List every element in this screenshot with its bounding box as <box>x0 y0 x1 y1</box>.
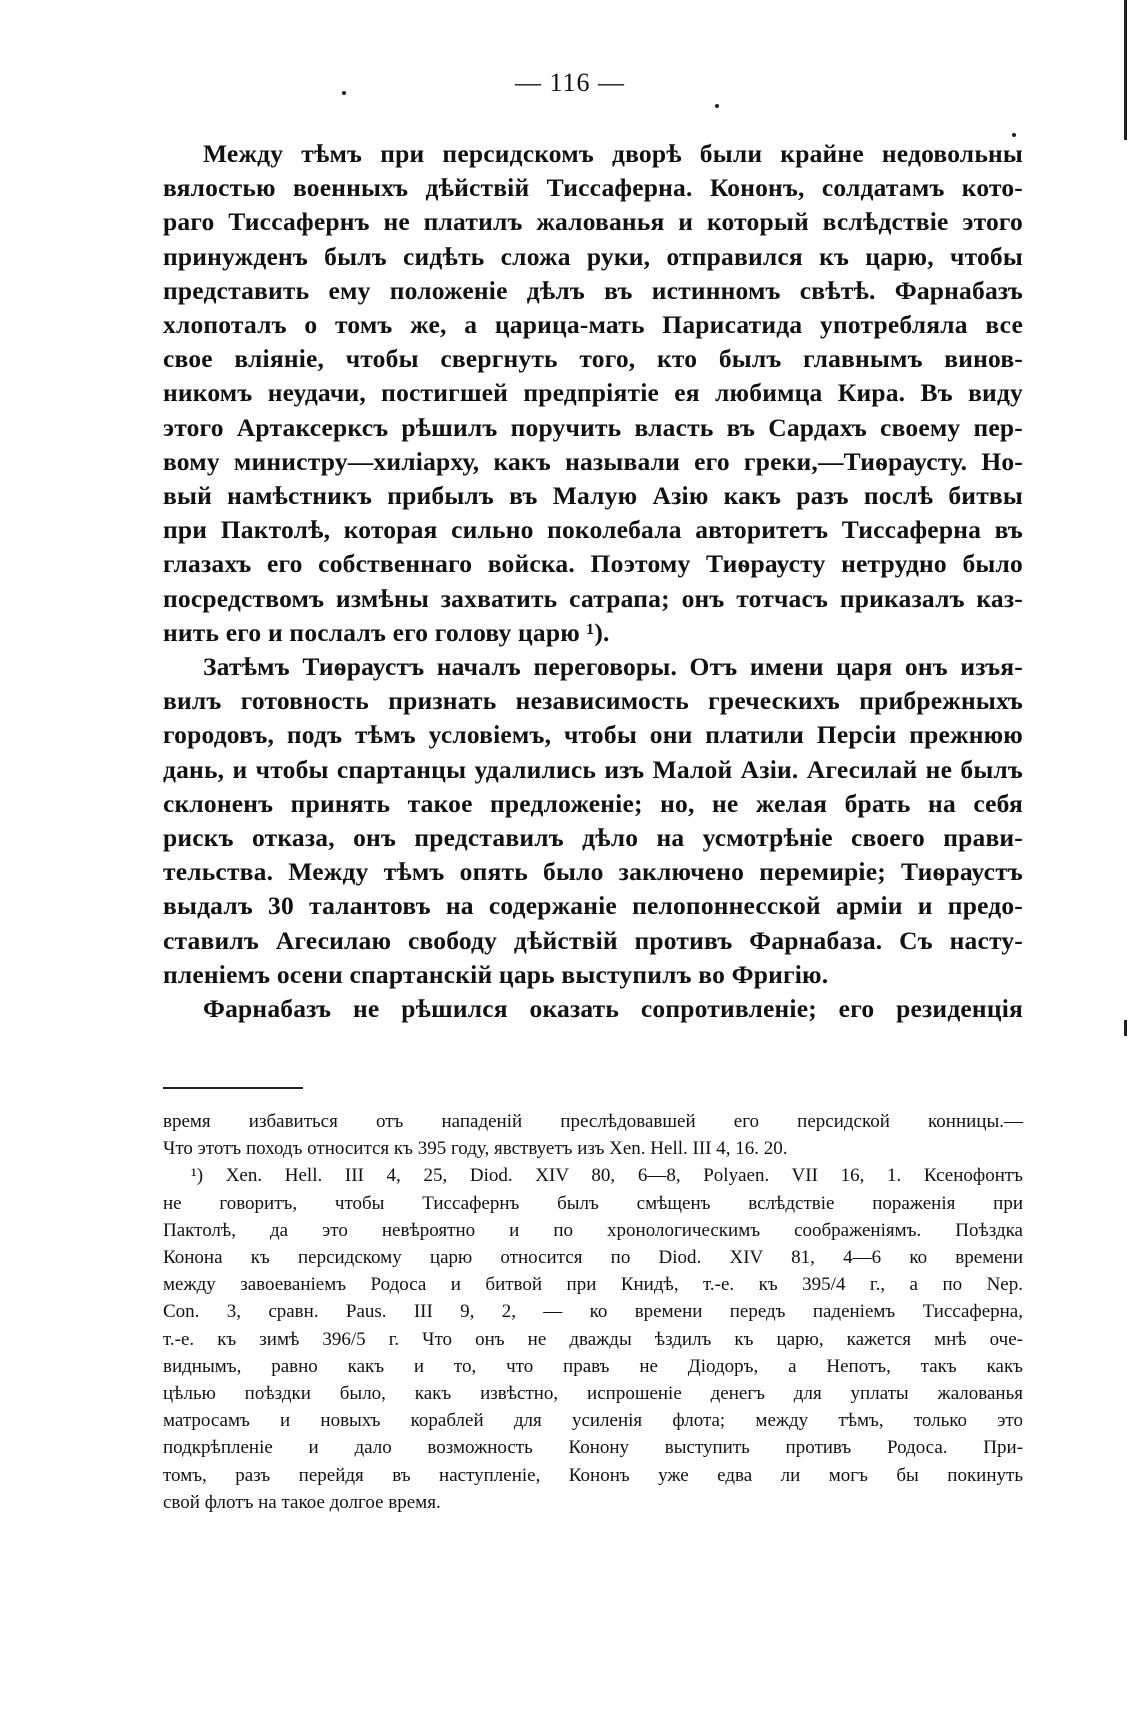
text-line: Затѣмъ Тиѳраустъ началъ переговоры. Отъ имени царя онъ изъя- <box>203 652 1023 681</box>
text-line: никомъ неудачи, постигшей предпріятіе ея любимца Кира. Въ виду <box>163 378 1023 408</box>
text-line: тельства. Между тѣмъ опять было заключено перемиріе; Тиѳраустъ <box>163 857 1023 887</box>
text-line: рискъ отказа, онъ представилъ дѣло на усмотрѣніе своего прави- <box>163 823 1023 852</box>
text-line: ставилъ Агесилаю свободу дѣйствій противъ Фарнабаза. Съ насту- <box>163 925 1023 955</box>
text-line: при Пактолѣ, которая сильно поколебала авторитетъ Тиссаферна въ <box>163 515 1023 545</box>
text-line: пленіемъ осени спартанскій царь выступилъ во Фригію. <box>163 959 829 989</box>
text-line: склоненъ принять такое предложеніе; но, не желая брать на себя <box>163 788 1023 818</box>
text-line: нить его и послалъ его голову царю ¹). <box>163 617 610 647</box>
footnote-line: виднымъ, равно какъ и то, что правъ не Діодоръ, а Непотъ, такъ какъ <box>163 1355 1023 1377</box>
text-line: вый намѣстникъ прибылъ въ Малую Азію какъ разъ послѣ битвы <box>163 481 1023 510</box>
scan-speck <box>715 104 719 108</box>
footnote-line: Con. 3, сравн. Paus. III 9, 2, — ко времени передъ паденіемъ Тиссаферна, <box>163 1301 1023 1323</box>
text-line: вилъ готовность признать независимость греческихъ прибрежныхъ <box>163 686 1023 716</box>
scan-edge-tick <box>1124 1020 1127 1036</box>
text-line: глазахъ его собственнаго войска. Поэтому Тиѳраусту нетрудно было <box>163 549 1023 579</box>
text-line: принужденъ былъ сидѣть сложа руки, отправился къ царю, чтобы <box>163 241 1023 271</box>
footnote-line: Конона къ персидскому царю относится по Diod. XIV 81, 4—6 ко времени <box>163 1247 1023 1268</box>
footnote-line: подкрѣпленіе и дало возможность Конону выступить противъ Родоса. При- <box>163 1437 1023 1459</box>
text-line: этого Артаксерксъ рѣшилъ поручить власть въ Сардахъ своему пер- <box>163 412 1023 442</box>
text-line: свое вліяніе, чтобы свергнуть того, кто былъ главнымъ винов- <box>163 344 1023 374</box>
footnote-line: Пактолѣ, да это невѣроятно и по хронологическимъ соображеніямъ. Поѣздка <box>163 1219 1023 1241</box>
text-line: дань, и чтобы спартанцы удалились изъ Малой Азіи. Агесилай не былъ <box>163 754 1023 784</box>
footnote-line: матросамъ и новыхъ кораблей для усиленія флота; между тѣмъ, только это <box>163 1410 1023 1432</box>
footnote-line: между завоеваніемъ Родоса и битвой при Книдѣ, т.-е. къ 395/4 г., а по Nep. <box>163 1274 1023 1296</box>
footnote-line: время избавиться отъ нападеній преслѣдовавшей его персидской конницы.— <box>163 1111 1023 1132</box>
footnote-rule <box>163 1087 303 1089</box>
footnote-line: свой флотъ на такое долгое время. <box>163 1491 441 1513</box>
text-line: хлопоталъ о томъ же, а царица-мать Парисатида употребляла все <box>163 310 1023 339</box>
text-line: вялостью военныхъ дѣйствій Тиссаферна. Кононъ, солдатамъ кото- <box>163 173 1023 203</box>
footnote-line: цѣлью поѣздки было, какъ извѣстно, испрошеніе денегъ для уплаты жалованья <box>163 1383 1023 1404</box>
footnote-line: ¹) Xen. Hell. III 4, 25, Diod. XIV 80, 6—8, Polyaen. VII 16, 1. Ксенофонтъ <box>191 1165 1023 1187</box>
text-line: городовъ, подъ тѣмъ условіемъ, чтобы они платили Персіи прежнюю <box>163 720 1023 750</box>
text-line: выдалъ 30 талантовъ на содержаніе пелопоннесской арміи и предо- <box>163 891 1023 921</box>
text-line: Фарнабазъ не рѣшился оказать сопротивленіе; его резиденція <box>203 994 1023 1023</box>
text-line: посредствомъ измѣны захватить сатрапа; онъ тотчасъ приказалъ каз- <box>163 583 1023 613</box>
footnote-line: томъ, разъ перейдя въ наступленіе, Кононъ уже едва ли могъ бы покинуть <box>163 1464 1023 1486</box>
text-line: вому министру—хиліарху, какъ называли его греки,—Тиѳраусту. Но- <box>163 446 1023 476</box>
page-number: — 116 — <box>514 68 626 97</box>
text-line: Между тѣмъ при персидскомъ дворѣ были крайне недовольны <box>203 139 1023 168</box>
footnote-line: не говоритъ, чтобы Тиссафернъ былъ смѣщенъ вслѣдствіе пораженія при <box>163 1192 1023 1214</box>
text-line: раго Тиссафернъ не платилъ жалованья и который вслѣдствіе этого <box>163 207 1023 237</box>
footnote-line: Что этотъ походъ относится къ 395 году, явствуетъ изъ Xen. Hell. III 4, 16. 20. <box>163 1138 788 1160</box>
text-line: представить ему положеніе дѣлъ въ истинномъ свѣтѣ. Фарнабазъ <box>163 275 1023 305</box>
footnote-line: т.-е. къ зимѣ 396/5 г. Что онъ не дважды ѣздилъ къ царю, кажется мнѣ оче- <box>163 1328 1023 1350</box>
